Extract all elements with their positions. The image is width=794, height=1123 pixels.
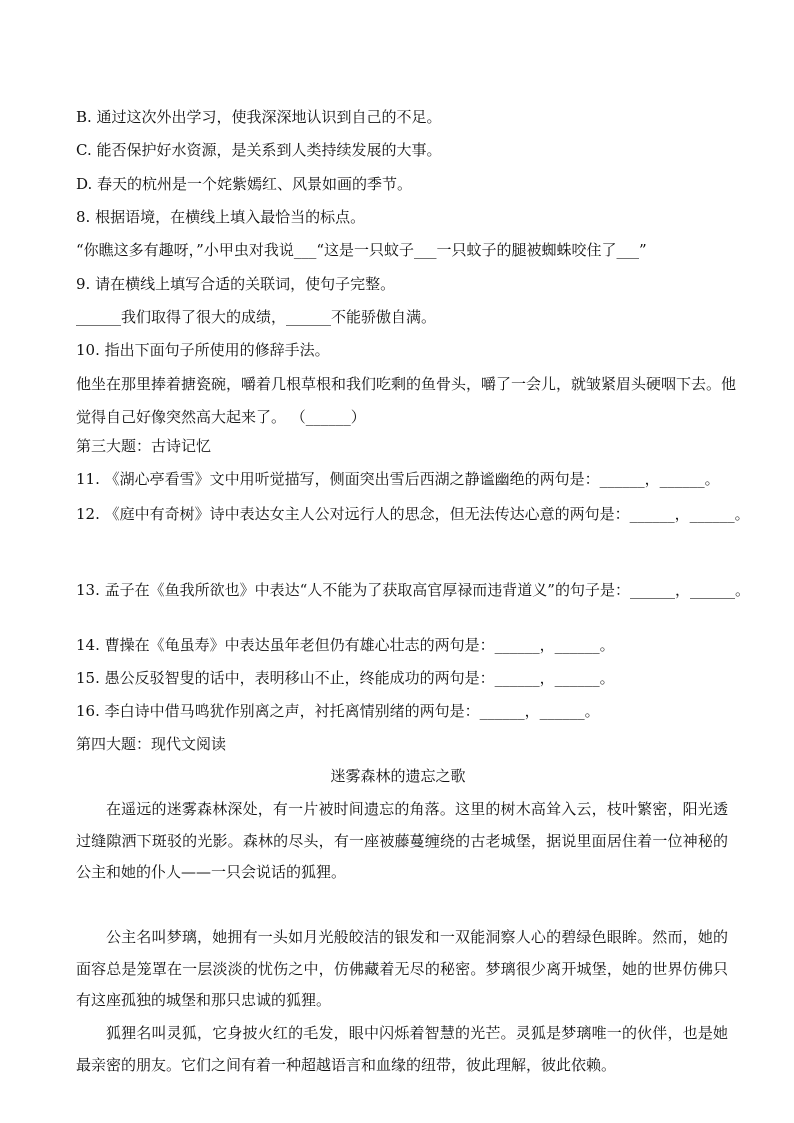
question-14: 14. 曹操在《龟虽寿》中表达虽年老但仍有雄心壮志的两句是：______，______。 <box>76 636 615 654</box>
question-8-sentence: “你瞧这多有趣呀，”小甲虫对我说___“这是一只蚊子___一只蚊子的腿被蜘蛛咬住了___” <box>76 241 647 259</box>
question-10: 10. 指出下面句子所使用的修辞手法。 <box>76 341 330 359</box>
question-15: 15. 愚公反驳智叟的话中，表明移山不止，终能成功的两句是：______，______。 <box>76 669 615 687</box>
story-paragraph-3: 狐狸名叫灵狐，它身披火红的毛发，眼中闪烁着智慧的光芒。灵狐是梦璃唯一的伙伴，也是她最亲密的朋友。它们之间有着一种超越语言和血缘的纽带，彼此理解，彼此依赖。 <box>76 1024 728 1074</box>
question-12: 12. 《庭中有奇树》诗中表达女主人公对远行人的思念，但无法传达心意的两句是：______，______。 <box>76 505 750 523</box>
option-d: D. 春天的杭州是一个姹紫嫣红、风景如画的季节。 <box>76 175 413 193</box>
question-9: 9. 请在横线上填写合适的关联词，使句子完整。 <box>76 275 396 293</box>
story-paragraph-1: 在遥远的迷雾森林深处，有一片被时间遗忘的角落。这里的树木高耸入云，枝叶繁密，阳光透过缝隙洒下斑驳的光影。森林的尽头，有一座被藤蔓缠绕的古老城堡，据说里面居住着一位神秘的公主和她的仆人——一只会说话的狐狸。 <box>76 800 728 881</box>
section-4-heading: 第四大题：现代文阅读 <box>76 735 227 753</box>
option-b: B. 通过这次外出学习，使我深深地认识到自己的不足。 <box>76 108 442 126</box>
story-paragraph-2: 公主名叫梦璃，她拥有一头如月光般皎洁的银发和一双能洞察人心的碧绿色眼眸。然而，她的面容总是笼罩在一层淡淡的忧伤之中，仿佛藏着无尽的秘密。梦璃很少离开城堡，她的世界仿佛只有这座孤独的城堡和那只忠诚的狐狸。 <box>76 928 728 1009</box>
option-c: C. 能否保护好水资源，是关系到人类持续发展的大事。 <box>76 141 442 159</box>
question-13: 13. 孟子在《鱼我所欲也》中表达“人不能为了获取高官厚禄而违背道义”的句子是：______，______。 <box>76 581 750 599</box>
question-16: 16. 李白诗中借马鸣犹作别离之声，衬托离情别绪的两句是：______，______。 <box>76 702 600 720</box>
question-11: 11. 《湖心亭看雪》文中用听觉描写，侧面突出雪后西湖之静谧幽绝的两句是：______，______。 <box>76 470 720 488</box>
section-3-heading: 第三大题：古诗记忆 <box>76 437 212 455</box>
story-title: 迷雾森林的遗忘之歌 <box>330 767 466 785</box>
question-8: 8. 根据语境，在横线上填入最恰当的标点。 <box>76 208 366 226</box>
question-9-sentence: ______我们取得了很大的成绩，______不能骄傲自满。 <box>76 308 437 326</box>
question-10-sentence: 他坐在那里捧着搪瓷碗，嚼着几根草根和我们吃剩的鱼骨头，嚼了一会儿，就皱紧眉头硬咽下去。他觉得自己好像突然高大起来了。 （______） <box>76 375 737 426</box>
